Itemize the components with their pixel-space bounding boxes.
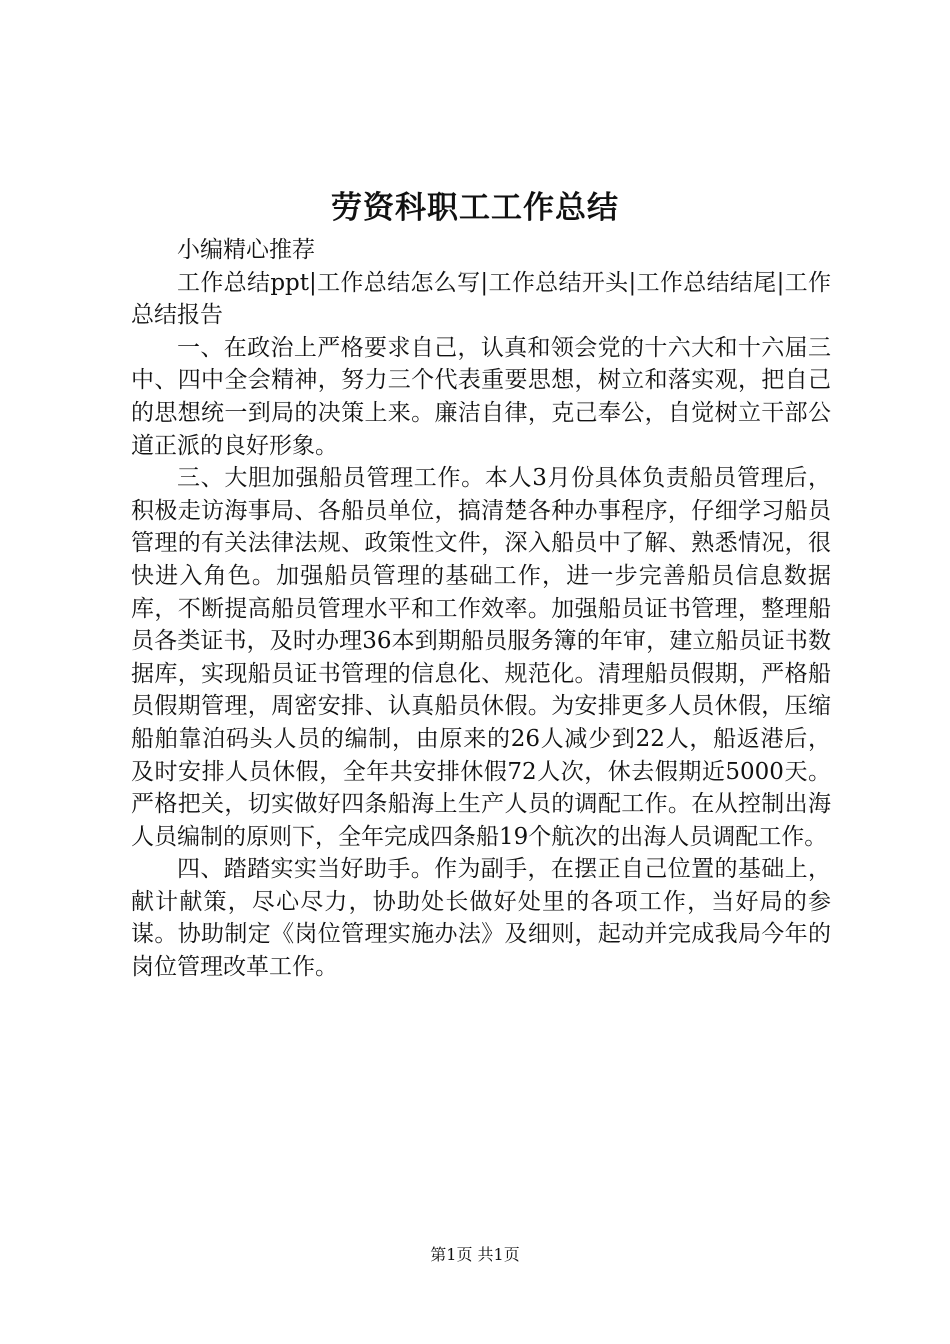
paragraph-assistant-role: 四、踏踏实实当好助手。作为副手，在摆正自己位置的基础上，献计献策，尽心尽力，协助处长做好处里的各项工作，当好局的参谋。协助制定《岗位管理实施办法》及细则，起动并完成我局今年的岗位管理改革工作。 xyxy=(131,856,831,981)
paragraph-related-links: 工作总结ppt|工作总结怎么写|工作总结开头|工作总结结尾|工作总结报告 xyxy=(131,269,831,329)
paragraph-recommendation: 小编精心推荐 xyxy=(177,237,315,263)
document-title: 劳资科职工工作总结 xyxy=(331,190,619,226)
paragraph-crew-management: 三、大胆加强船员管理工作。本人3月份具体负责船员管理后，积极走访海事局、各船员单位，搞清楚各种办事程序，仔细学习船员管理的有关法律法规、政策性文件，深入船员中了解、熟悉情况，很快进入角色。加强船员管理的基础工作，进一步完善船员信息数据库，不断提高船员管理水平和工作效率。加强船员证书管理，整理船员各类证书，及时办理36本到期船员服务簿的年审，建立船员证书数据库，实现船员证书管理的信息化、规范化。清理船员假期，严格船员假期管理，周密安排、认真船员休假。为安排更多人员休假，压缩船舶靠泊码头人员的编制，由原来的26人减少到22人，船返港后，及时安排人员休假，全年共安排休假72人次，休去假期近5000天。严格把关，切实做好四条船海上生产人员的调配工作。在从控制出海人员编制的原则下，全年完成四条船19个航次的出海人员调配工作。 xyxy=(131,465,831,850)
paragraph-political: 一、在政治上严格要求自己，认真和领会党的十六大和十六届三中、四中全会精神，努力三个代表重要思想，树立和落实观，把自己的思想统一到局的决策上来。廉洁自律，克己奉公，自觉树立干部公道正派的良好形象。 xyxy=(131,334,831,459)
document-body xyxy=(131,234,831,984)
page-footer: 第1页 共1页 xyxy=(430,1245,520,1264)
